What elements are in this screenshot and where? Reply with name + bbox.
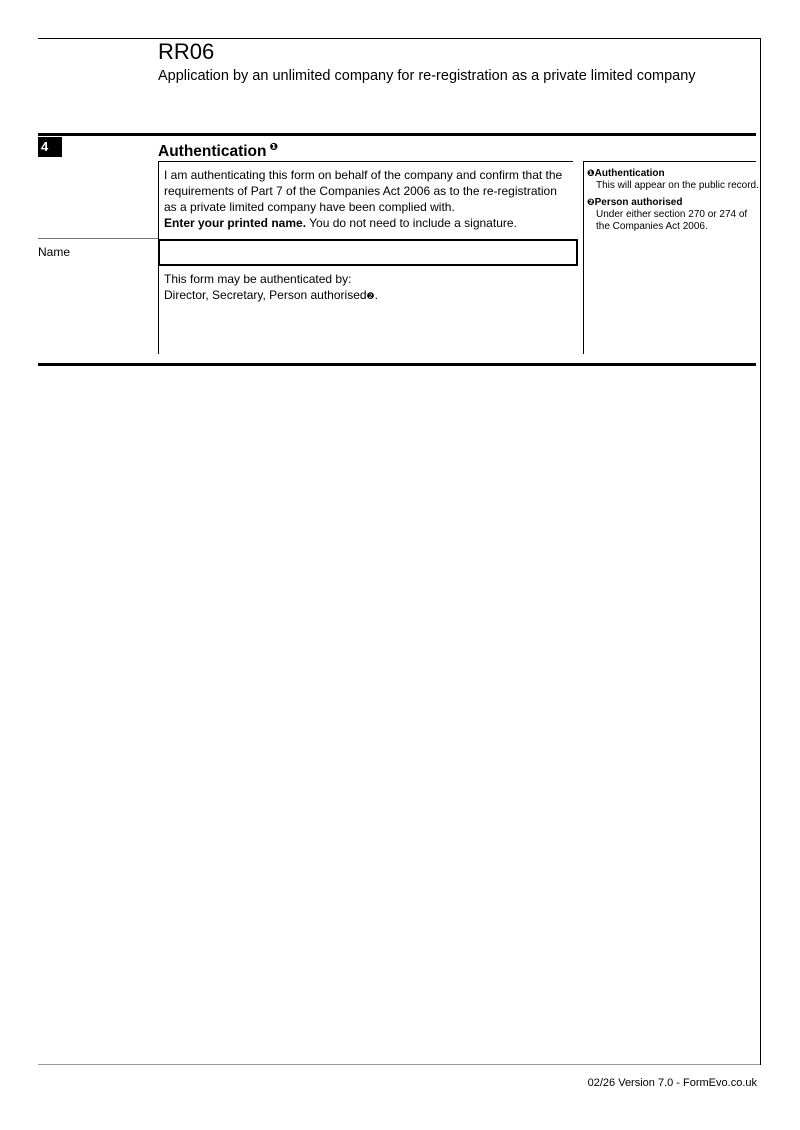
note-marker-2: ❷ (366, 291, 375, 301)
bottom-rule (38, 1064, 760, 1065)
authenticated-by-line1: This form may be authenticated by: (164, 272, 352, 286)
right-rule (760, 38, 761, 1065)
section-title-text: Authentication (158, 143, 267, 161)
auth-statement (164, 167, 569, 231)
name-label: Name (38, 245, 71, 259)
guidance-heading-2: ❷Person authorised (587, 197, 683, 208)
note-marker-1: ❶ (269, 142, 278, 153)
guidance-marker-2: ❷ (587, 197, 595, 207)
guidance-marker-1: ❶ (587, 168, 595, 178)
authenticated-by-end: . (374, 288, 378, 302)
footer-version: 02/26 Version 7.0 - FormEvo.co.uk (587, 1077, 757, 1089)
auth-statement-text: I am authenticating this form on behalf of the company and confirm that the requirements of Part 7 of the Companies Act 2006 as to the re-registration as a private limited company have been complied with. (164, 168, 563, 214)
name-input[interactable] (158, 239, 578, 266)
authenticated-by-line2: Director, Secretary, Person authorised (164, 288, 367, 302)
section-bottom-rule (38, 363, 756, 366)
section-top-rule (38, 133, 756, 136)
top-rule (38, 38, 760, 39)
main-box-top (158, 161, 573, 162)
form-code: RR06 (158, 39, 215, 64)
guidance-box-top (583, 161, 756, 162)
auth-instruction-rest: You do not need to include a signature. (306, 216, 517, 230)
name-row-rule (38, 238, 158, 239)
authenticated-by-note (164, 271, 569, 304)
section-number: 4 (38, 137, 62, 157)
guidance-body-2: Under either section 270 or 274 of the Companies Act 2006. (596, 209, 748, 232)
guidance-box-left (583, 161, 584, 354)
guidance-body-1: This will appear on the public record. (596, 180, 759, 191)
guidance-heading-1: ❶Authentication (587, 168, 665, 179)
auth-instruction-bold: Enter your printed name. (164, 216, 307, 230)
form-title: Application by an unlimited company for re-registration as a private limited company (158, 68, 696, 84)
section-title (158, 138, 278, 162)
guidance-panel (587, 167, 759, 237)
